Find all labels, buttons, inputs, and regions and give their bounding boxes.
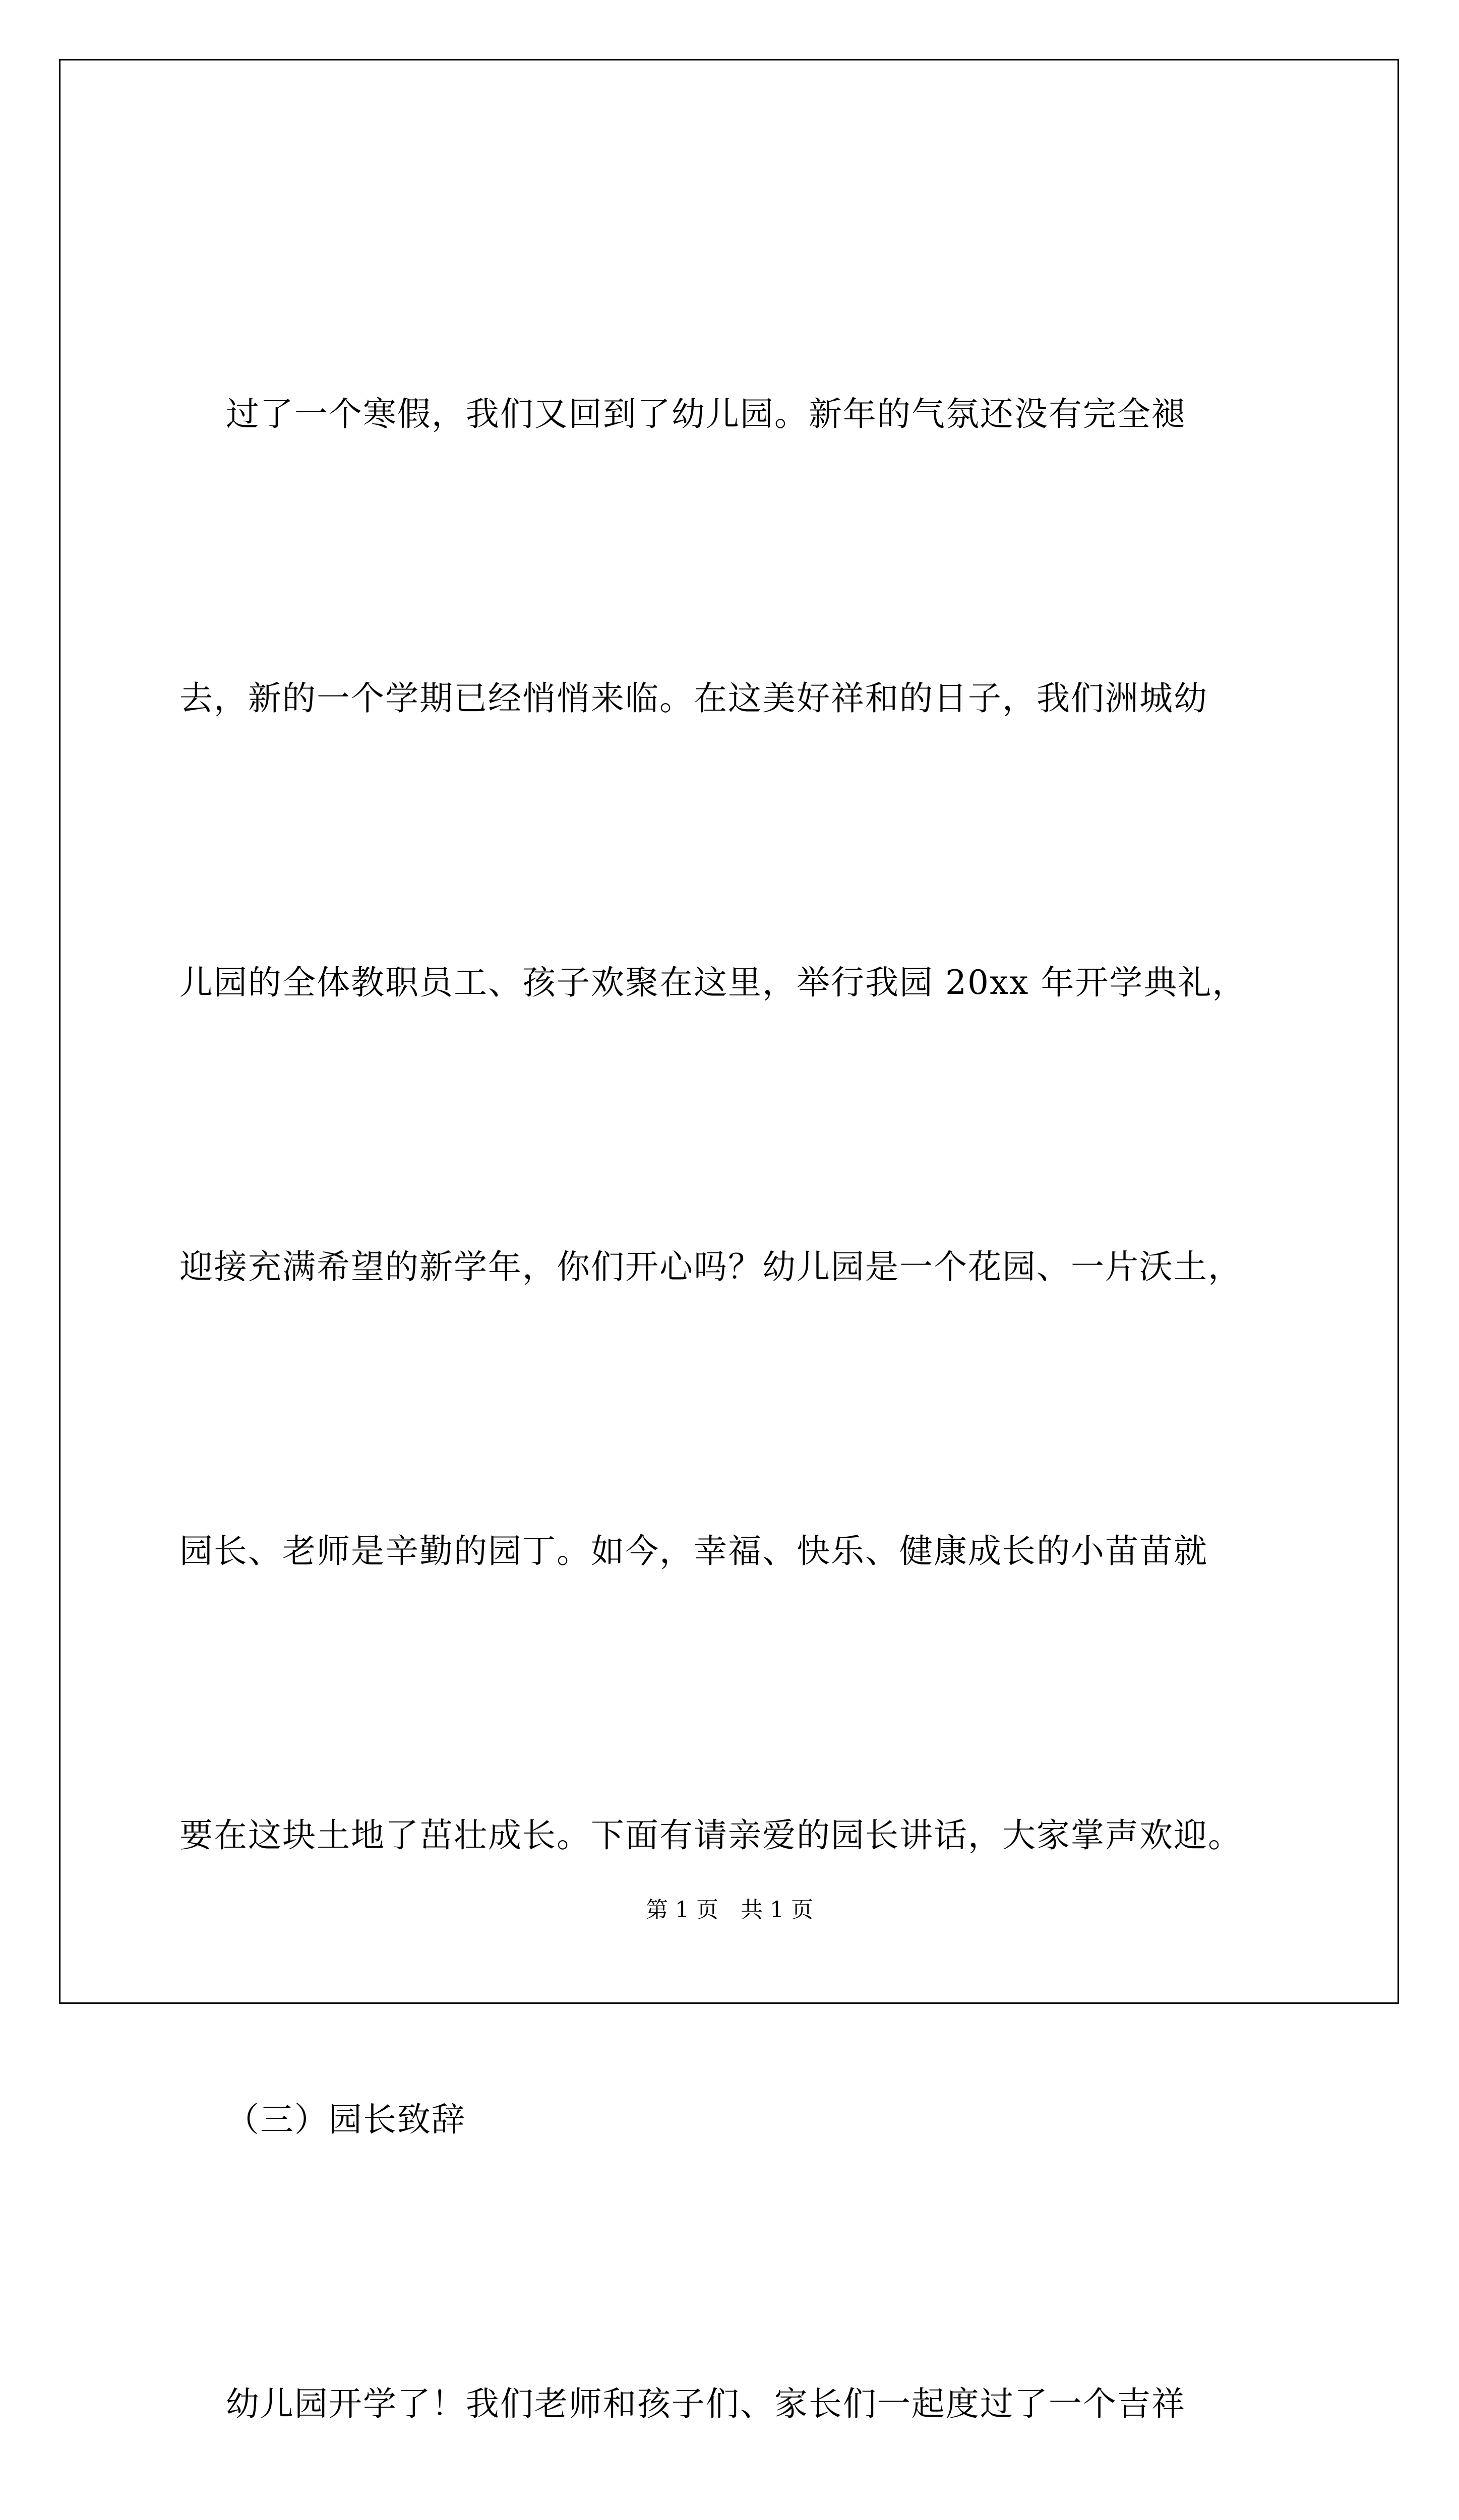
body-line: 儿园的全体教职员工、孩子欢聚在这里，举行我园 20xx 年开学典礼，	[179, 963, 1247, 1002]
page-number: 第 1 页 共 1 页	[646, 1897, 813, 1923]
body-line: 园长、老师是辛勤的园丁。如今，幸福、快乐、健康成长的小苗苗就	[179, 1532, 1208, 1570]
body-line: 要在这块土地了茁壮成长。下面有请亲爱的园长讲话，大家掌声欢迎。	[179, 1816, 1242, 1855]
document-body	[179, 177, 1279, 2520]
body-line: 迎接充满希望的新学年，你们开心吗？幼儿园是一个花园、一片沃土，	[179, 1247, 1242, 1286]
section-heading: （三）园长致辞	[179, 2100, 466, 2139]
body-line: 去，新的一个学期已经悄悄来临。在这美好祥和的日子，我们洲城幼	[179, 679, 1208, 718]
body-line: 幼儿园开学了！我们老师和孩子们、家长们一起度过了一个吉祥	[179, 2384, 1186, 2423]
body-line: 过了一个寒假，我们又回到了幼儿园。新年的气氛还没有完全褪	[179, 395, 1186, 433]
